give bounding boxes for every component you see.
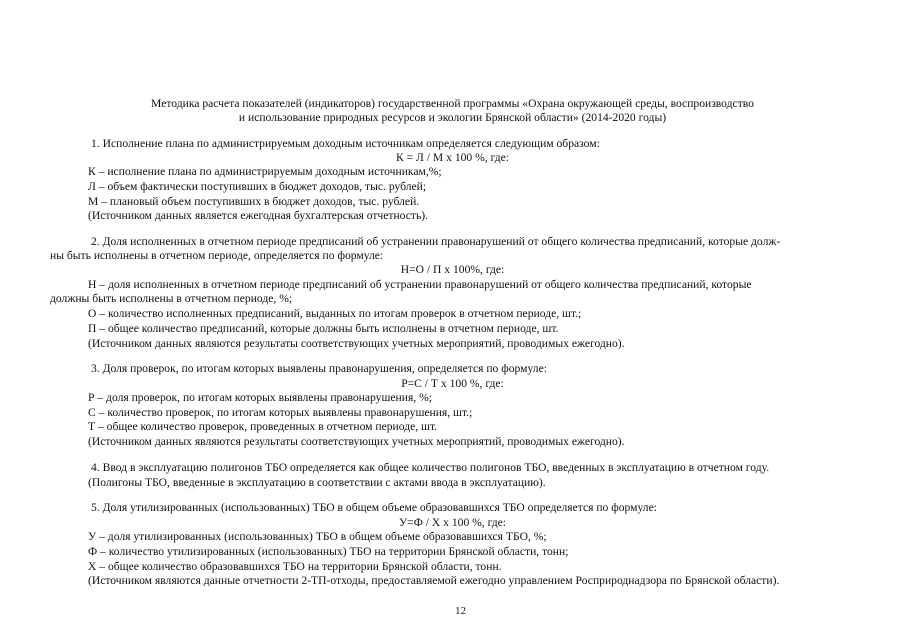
section-4-intro: 4. Ввод в эксплуатацию полигонов ТБО определяется как общее количество полигонов ТБО, введенных в эксплуатацию в отчетном году. [91, 461, 770, 474]
section-5-definition: У – доля утилизированных (использованных) ТБО в общем объеме образовавшихся ТБО, %; [88, 530, 547, 543]
section-3-formula: Р=С / Т х 100 %, где: [401, 377, 504, 390]
section-2-definition: должны быть исполнены в отчетном периоде, %; [50, 292, 293, 305]
section-1-definition: К – исполнение плана по администрируемым доходным источникам,%; [88, 165, 442, 178]
section-1-source: (Источником данных является ежегодная бухгалтерская отчетность). [88, 209, 429, 222]
section-1-definition: М – плановый объем поступивших в бюджет доходов, тыс. рублей. [88, 195, 420, 208]
section-5-definition: Ф – количество утилизированных (использованных) ТБО на территории Брянской области, тонн; [88, 545, 569, 558]
section-5-definition: Х – общее количество образовавшихся ТБО на территории Брянской области, тонн. [88, 560, 502, 573]
section-4-source: (Полигоны ТБО, введенные в эксплуатацию в соответствии с актами ввода в эксплуатацию). [88, 476, 546, 489]
section-2-formula: Н=О / П х 100%, где: [400, 263, 505, 276]
section-2-intro: ны быть исполнены в отчетном периоде, определяется по формуле: [50, 249, 384, 262]
section-1-definition: Л – объем фактически поступивших в бюджет доходов, тыс. рублей; [88, 180, 427, 193]
title-line-2: и использование природных ресурсов и экологии Брянской области» (2014-2020 годы) [238, 111, 667, 124]
section-3-definition: Т – общее количество проверок, проведенных в отчетном периоде, шт. [88, 420, 438, 433]
section-2-definition: П – общее количество предписаний, которые должны быть исполнены в отчетном периоде, шт. [88, 322, 559, 335]
section-5-intro: 5. Доля утилизированных (использованных) ТБО в общем объеме образовавшихся ТБО определяется по формуле: [91, 501, 657, 514]
section-2-definition: Н – доля исполненных в отчетном периоде предписаний об устранении правонарушений от общего количества предписаний, которые [88, 278, 752, 291]
section-5-formula: У=Ф / Х х 100 %, где: [398, 516, 507, 529]
section-2-definition: О – количество исполненных предписаний, выданных по итогам проверок в отчетном периоде, шт.; [88, 307, 582, 320]
section-2-source: (Источником данных являются результаты соответствующих учетных мероприятий, проводимых ежегодно). [88, 337, 625, 350]
section-3-definition: Р – доля проверок, по итогам которых выявлены правонарушения, %; [88, 391, 432, 404]
title-line-1: Методика расчета показателей (индикаторов) государственной программы «Охрана окружающей среды, воспроизводство [151, 97, 754, 110]
section-5-source: (Источником являются данные отчетности 2-ТП-отходы, предоставляемой ежегодно управлением Росприроднадзора по Брянской области). [88, 574, 780, 587]
page-number: 12 [455, 605, 466, 617]
section-1-intro: 1. Исполнение плана по администрируемым доходным источникам определяется следующим образом: [91, 137, 600, 150]
section-3-source: (Источником данных являются результаты соответствующих учетных мероприятий, проводимых ежегодно). [88, 435, 625, 448]
section-1-formula: К = Л / М х 100 %, где: [395, 151, 510, 164]
section-3-definition: С – количество проверок, по итогам которых выявлены правонарушения, шт.; [88, 406, 473, 419]
section-3-intro: 3. Доля проверок, по итогам которых выявлены правонарушения, определяется по формуле: [91, 362, 547, 375]
section-2-intro: 2. Доля исполненных в отчетном периоде предписаний об устранении правонарушений от общего количества предписаний, которые долж- [91, 235, 781, 248]
